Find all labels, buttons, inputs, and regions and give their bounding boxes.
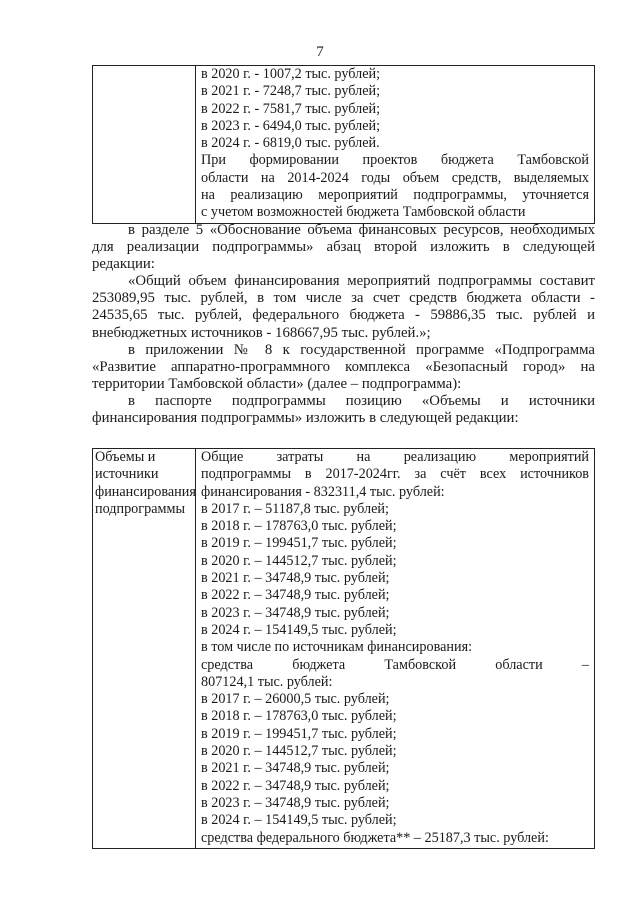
federal-line: средства федерального бюджета** – 25187,3 тыс. рублей: — [201, 829, 549, 846]
year-line: в 2024 г. - 6819,0 тыс. рублей. — [201, 135, 380, 152]
body-line: внебюджетных источников - 168667,95 тыс. рублей.»; — [92, 324, 431, 341]
label-line: финансирования — [95, 483, 196, 500]
table-cell-funding-years — [196, 66, 595, 224]
regional-line: 807124,1 тыс. рублей: — [201, 673, 333, 690]
body-line: 24535,65 тыс. рублей, федерального бюджета - 59886,35 тыс. рублей и — [92, 307, 595, 324]
total-year-line: в 2023 г. – 34748,9 тыс. рублей; — [201, 604, 390, 621]
regional-year-line: в 2018 г. – 178763,0 тыс. рублей; — [201, 708, 397, 725]
label-line: подпрограммы — [95, 500, 185, 517]
year-line: в 2020 г. - 1007,2 тыс. рублей; — [201, 66, 381, 82]
table-cell-empty — [93, 66, 196, 224]
total-year-line: в 2022 г. – 34748,9 тыс. рублей; — [201, 587, 390, 604]
total-year-line: в 2020 г. – 144512,7 тыс. рублей; — [201, 552, 397, 569]
passport-funding-table — [92, 448, 595, 849]
label-line: источники — [95, 466, 159, 483]
year-line: в 2022 г. - 7581,7 тыс. рублей; — [201, 100, 381, 117]
intro-line: Общие затраты на реализацию мероприятий — [201, 449, 589, 465]
regional-year-line: в 2022 г. – 34748,9 тыс. рублей; — [201, 777, 390, 794]
total-year-line: в 2021 г. – 34748,9 тыс. рублей; — [201, 570, 390, 587]
total-year-line: в 2017 г. – 51187,8 тыс. рублей; — [201, 500, 389, 517]
table-row — [93, 449, 595, 849]
year-line: в 2021 г. - 7248,7 тыс. рублей; — [201, 83, 381, 100]
note-line: на реализацию мероприятий подпрограммы, уточняется — [201, 187, 589, 204]
body-line: финансирования подпрограммы» изложить в следующей редакции: — [92, 410, 519, 427]
note-line: области на 2014-2024 годы объем средств, выделяемых — [201, 169, 589, 186]
page-number: 7 — [316, 44, 324, 60]
regional-year-line: в 2020 г. – 144512,7 тыс. рублей; — [201, 743, 397, 760]
funding-table-continuation — [92, 65, 595, 224]
label-line: Объемы и — [95, 449, 156, 465]
note-line: При формировании проектов бюджета Тамбовской — [201, 152, 589, 169]
table-cell-label — [93, 449, 196, 849]
body-line: для реализации подпрограммы» абзац второй изложить в следующей — [92, 239, 595, 256]
note-line: с учетом возможностей бюджета Тамбовской области — [201, 204, 526, 221]
body-line: в паспорте подпрограммы позицию «Объемы и источники — [128, 392, 595, 409]
sources-heading: в том числе по источникам финансирования: — [201, 639, 473, 656]
body-line: 253089,95 тыс. рублей, в том числе за счет средств бюджета области - — [92, 290, 595, 307]
intro-line: финансирования - 832311,4 тыс. рублей: — [201, 483, 445, 500]
regional-year-line: в 2017 г. – 26000,5 тыс. рублей; — [201, 691, 390, 708]
body-line: территории Тамбовской области» (далее – подпрограмма): — [92, 375, 462, 392]
year-line: в 2023 г. - 6494,0 тыс. рублей; — [201, 117, 381, 134]
body-line: в приложении № 8 к государственной программе «Подпрограмма — [128, 341, 595, 358]
table-row — [93, 66, 595, 224]
total-year-line: в 2018 г. – 178763,0 тыс. рублей; — [201, 518, 397, 535]
body-line: «Общий объем финансирования мероприятий подпрограммы составит — [128, 273, 595, 290]
intro-line: подпрограммы в 2017-2024гг. за счёт всех источников — [201, 466, 589, 483]
total-year-line: в 2024 г. – 154149,5 тыс. рублей; — [201, 621, 397, 638]
regional-year-line: в 2021 г. – 34748,9 тыс. рублей; — [201, 760, 390, 777]
regional-year-line: в 2023 г. – 34748,9 тыс. рублей; — [201, 794, 390, 811]
regional-line: средства бюджета Тамбовской области – — [201, 656, 589, 673]
body-line: редакции: — [92, 256, 155, 273]
body-line: «Развитие аппаратно-программного комплекса «Безопасный город» на — [92, 358, 595, 375]
body-line: в разделе 5 «Обоснование объема финансовых ресурсов, необходимых — [128, 222, 595, 238]
table-cell-funding — [196, 449, 595, 849]
body-text — [92, 222, 595, 427]
regional-year-line: в 2024 г. – 154149,5 тыс. рублей; — [201, 812, 397, 829]
regional-year-line: в 2019 г. – 199451,7 тыс. рублей; — [201, 725, 397, 742]
total-year-line: в 2019 г. – 199451,7 тыс. рублей; — [201, 535, 397, 552]
